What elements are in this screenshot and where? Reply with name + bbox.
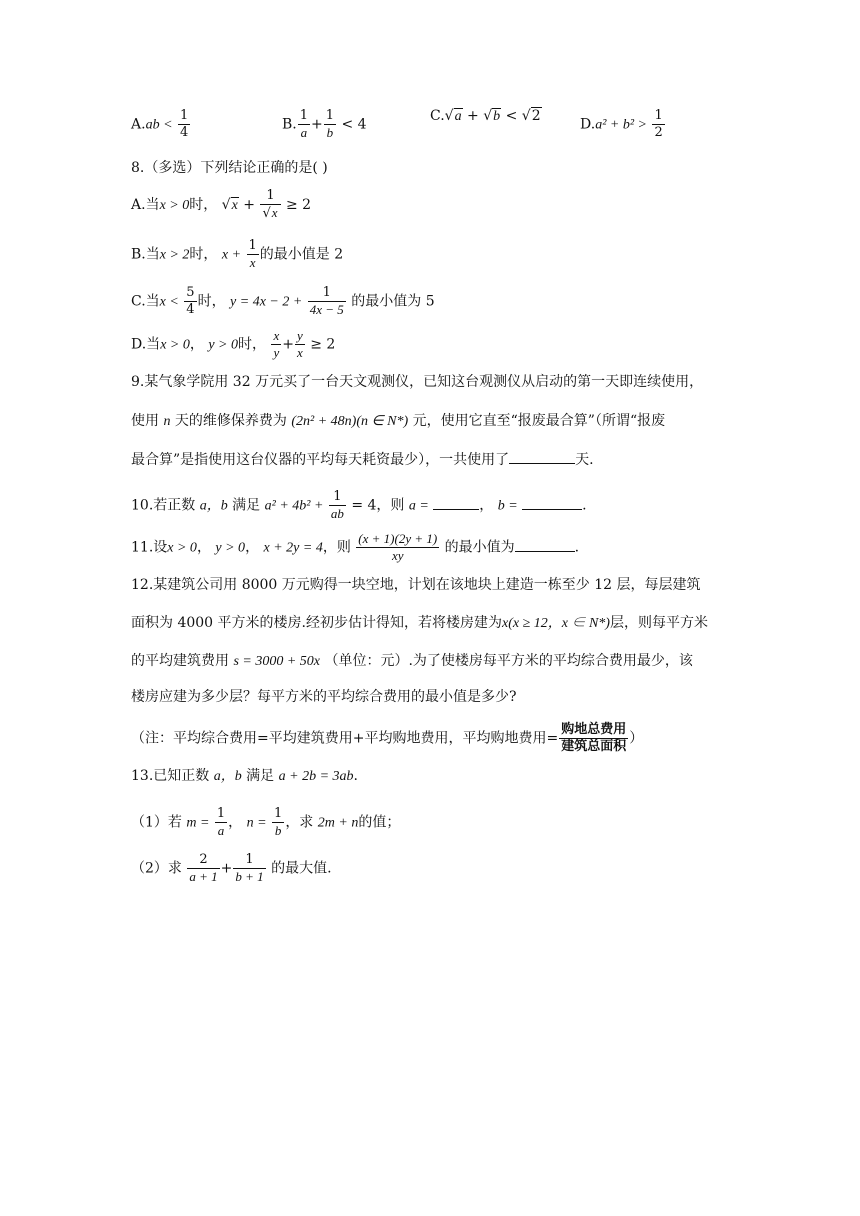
fraction — [324, 108, 336, 141]
numerator: 1 — [248, 238, 257, 253]
denominator: x — [296, 345, 303, 360]
text: 天. — [575, 452, 594, 468]
radicand: x — [271, 205, 278, 220]
fraction — [178, 108, 190, 141]
fraction — [215, 806, 227, 839]
fraction — [298, 108, 310, 141]
q8-option-a: A.当x > 0时， √x + $\frac{1}{√x}$ ≥ 2 — [131, 188, 312, 221]
denominator: 建筑总面积 — [561, 739, 627, 754]
text: ， — [479, 497, 494, 514]
text: （单位：元）.为了使楼房每平方米的平均综合费用最少，该 — [324, 653, 693, 669]
fraction — [233, 852, 265, 885]
denominator: y — [273, 345, 280, 360]
denominator: 4 — [186, 302, 195, 317]
option-label: D. — [580, 116, 596, 133]
text: 面积为 4000 平方米的楼房.经初步估计得知，若将楼房建为 — [131, 615, 502, 631]
expr: a = — [408, 498, 429, 514]
text: ，则 — [322, 539, 351, 556]
q9-line-1: 9.某气象学院用 32 万元买了一台天文观测仪，已知这台观测仪从启动的第一天即连续使用， — [131, 374, 704, 390]
text: 满足 — [232, 497, 261, 514]
text: = 4，则 — [351, 497, 405, 514]
q11-line — [131, 531, 579, 564]
denominator: b + 1 — [235, 869, 264, 884]
q13-part-2 — [131, 852, 332, 885]
expr: x > 2 — [159, 247, 190, 263]
text: 时， — [237, 336, 266, 353]
q8-option-d — [131, 328, 335, 361]
numerator: 1 — [216, 806, 226, 821]
denominator: 4 — [179, 125, 189, 140]
fraction — [260, 188, 280, 222]
option-label: A. — [131, 116, 146, 133]
text: ， — [189, 336, 204, 353]
plus: + — [243, 197, 256, 213]
expr: < 4 — [341, 116, 367, 133]
fraction — [271, 328, 281, 361]
q13-part-1 — [131, 806, 400, 839]
fraction — [308, 285, 346, 318]
text: . — [353, 768, 358, 784]
denominator: 2 — [654, 125, 663, 140]
text: 时， — [189, 197, 218, 213]
answer-blank[interactable] — [509, 449, 575, 464]
expr: n — [163, 414, 171, 429]
text: （2）求 — [131, 860, 182, 877]
expr: a² + b² > — [595, 117, 647, 133]
text: ，求 — [285, 814, 314, 831]
q9-line-2 — [131, 410, 665, 433]
expr: a，b — [213, 769, 242, 784]
text: 时， — [189, 246, 218, 263]
option-label: B. — [282, 116, 297, 133]
expr: (2n² + 48n)(n ∈ N*) — [291, 414, 409, 429]
text: 层，则每平方米 — [609, 615, 708, 631]
expr: ab < — [145, 117, 173, 133]
text: （1）若 — [131, 814, 182, 831]
expr: s = 3000 + 50x — [233, 654, 321, 669]
numerator: y — [296, 328, 303, 343]
q12-line-4: 楼房应建为多少层？每平方米的平均综合费用的最小值是多少? — [131, 689, 517, 705]
expr: 2m + n — [317, 815, 359, 831]
numerator: x — [273, 328, 280, 343]
text: 的平均建筑费用 — [131, 653, 229, 669]
denominator: xy — [391, 548, 404, 563]
q8-option-b — [131, 238, 343, 271]
numerator: 1 — [260, 188, 280, 205]
q12-line-3 — [131, 650, 693, 673]
text: 的最大值. — [271, 860, 332, 877]
fraction — [247, 238, 259, 271]
text: 最合算”是指使用这台仪器的平均每天耗资最少），一共使用了 — [131, 452, 510, 468]
numerator: 5 — [186, 285, 195, 300]
expr: y > 0 — [208, 337, 238, 353]
q12-line-2 — [131, 612, 708, 635]
text: ， — [245, 539, 260, 556]
text: . — [574, 539, 580, 556]
denominator: a — [300, 125, 308, 140]
fraction — [329, 489, 346, 522]
denominator: √x — [262, 205, 278, 221]
expr: m = — [186, 815, 210, 831]
text: （注：平均综合费用=平均建筑费用+平均购地费用，平均购地费用= — [131, 730, 559, 747]
text: 的最小值为 5 — [351, 293, 435, 310]
plus: + — [467, 108, 479, 124]
q13-stem — [131, 765, 358, 788]
text: ） — [629, 730, 644, 747]
plus: + — [282, 336, 294, 353]
denominator: b — [326, 125, 334, 140]
text: . — [582, 497, 587, 514]
denominator: a — [217, 823, 225, 838]
answer-blank-a[interactable] — [433, 495, 479, 510]
q8-stem: 8.（多选）下列结论正确的是( ) — [131, 160, 328, 176]
text: 的值； — [358, 814, 401, 831]
plus: + — [311, 116, 323, 133]
fraction — [652, 108, 664, 141]
expr: x < — [159, 294, 179, 310]
radicand: x — [231, 198, 238, 213]
fraction — [184, 285, 196, 318]
expr: x > 0 — [159, 198, 190, 213]
text: ， — [228, 814, 243, 831]
text: 11.设 — [131, 539, 168, 556]
q7-option-b — [282, 108, 367, 141]
numerator: 1 — [274, 806, 283, 821]
q7-option-c: C.√a + √b < √2 — [430, 108, 541, 124]
radicand: b — [493, 109, 501, 124]
text: 的最小值是 2 — [259, 246, 344, 263]
text: 满足 — [246, 768, 275, 784]
expr: a + 2b = 3ab — [278, 769, 354, 784]
numerator: 1 — [654, 108, 663, 123]
q8-option-c — [131, 285, 435, 318]
text: 元，使用它直至“报废最合算”（所谓“报废 — [412, 413, 666, 429]
answer-blank[interactable] — [515, 537, 575, 552]
numerator: 1 — [179, 108, 189, 123]
fraction — [356, 531, 439, 564]
text: 的最小值为 — [444, 539, 515, 556]
q7-option-d — [580, 108, 666, 141]
text: A.当 — [131, 197, 160, 213]
text: 时， — [197, 293, 226, 310]
denominator: 4x − 5 — [309, 302, 344, 317]
q12-line-1: 12.某建筑公司用 8000 万元购得一块空地，计划在该地块上建造一栋至少 12 层，每层建筑 — [131, 577, 701, 593]
expr: x + 2y = 4 — [263, 540, 323, 556]
numerator: 1 — [325, 108, 335, 123]
radicand: a — [454, 109, 462, 124]
text: B.当 — [131, 246, 160, 263]
text: 天的维修保养费为 — [174, 413, 287, 429]
text: 13.已知正数 — [131, 768, 210, 784]
text: 使用 — [131, 413, 159, 429]
q7-option-a — [131, 108, 191, 141]
expr: x > 0 — [167, 540, 197, 556]
q10-line — [131, 489, 587, 522]
expr: y > 0 — [215, 540, 246, 556]
expr: b = — [497, 498, 518, 514]
expr: ≥ 2 — [286, 197, 312, 213]
expr: y = 4x − 2 + — [230, 294, 303, 310]
fraction — [272, 806, 284, 839]
numerator: 1 — [299, 108, 309, 123]
denominator: a + 1 — [189, 869, 218, 884]
plus: + — [220, 860, 233, 877]
denominator: x — [249, 255, 256, 270]
expr: a² + 4b² + — [264, 498, 324, 514]
expr: x(x ≥ 12，x ∈ N*) — [501, 616, 610, 631]
expr: n = — [246, 815, 267, 831]
lt: < — [505, 108, 518, 124]
fraction — [187, 852, 219, 885]
numerator: 购地总费用 — [561, 722, 627, 737]
q9-line-3 — [131, 449, 594, 471]
radicand: 2 — [531, 108, 541, 124]
option-label: C. — [430, 108, 445, 124]
numerator: 1 — [233, 852, 265, 869]
text: D.当 — [131, 336, 161, 353]
numerator: (x + 1)(2y + 1) — [358, 531, 438, 546]
q12-note — [131, 722, 643, 755]
text: C.当 — [131, 293, 160, 310]
expr: x + — [221, 247, 242, 263]
text: 10.若正数 — [131, 497, 196, 514]
fraction — [295, 328, 305, 361]
expr: a，b — [199, 498, 228, 514]
numerator: 1 — [308, 285, 346, 302]
expr: ≥ 2 — [310, 336, 336, 353]
answer-blank-b[interactable] — [522, 495, 582, 510]
denominator: ab — [330, 506, 344, 521]
text: ， — [196, 539, 211, 556]
numerator: 1 — [329, 489, 346, 506]
fraction — [559, 722, 628, 755]
denominator: b — [274, 823, 282, 838]
expr: x > 0 — [160, 337, 190, 353]
numerator: 2 — [187, 852, 219, 869]
